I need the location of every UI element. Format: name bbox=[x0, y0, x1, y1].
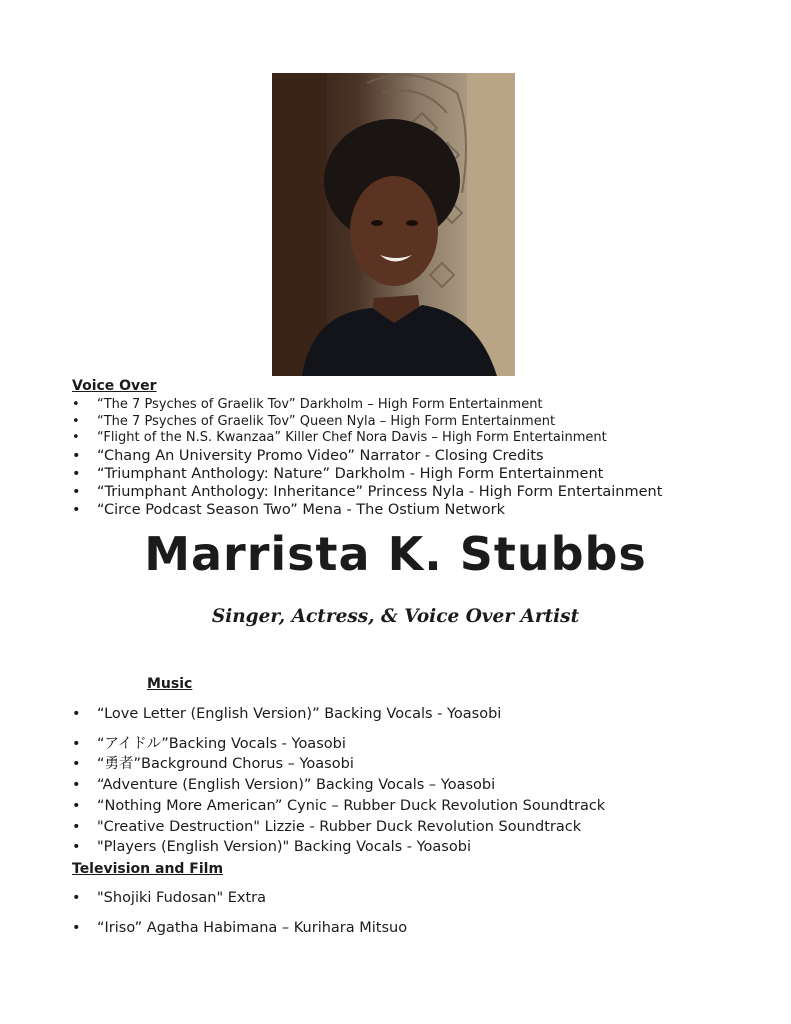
list-item: • “Triumphant Anthology: Inheritance” Princess Nyla - High Form Entertainment bbox=[72, 483, 662, 501]
page-title: Marrista K. Stubbs bbox=[144, 527, 647, 581]
list-item: • “アイドル”Backing Vocals - Yoasobi bbox=[72, 734, 605, 755]
page-subtitle: Singer, Actress, & Voice Over Artist bbox=[211, 606, 580, 627]
list-item: • “Love Letter (English Version)” Backing Vocals - Yoasobi bbox=[72, 704, 605, 725]
headshot-photo bbox=[272, 73, 515, 376]
list-item: • "Shojiki Fudosan" Extra bbox=[72, 888, 407, 908]
music-heading: Music bbox=[147, 676, 193, 692]
list-item: • “Iriso” Agatha Habimana – Kurihara Mitsuo bbox=[72, 918, 407, 938]
list-item: • "Players (English Version)" Backing Vocals - Yoasobi bbox=[72, 837, 605, 858]
list-item: • “Circe Podcast Season Two” Mena - The Ostium Network bbox=[72, 501, 662, 519]
list-item: • “The 7 Psyches of Graelik Tov” Queen Nyla – High Form Entertainment bbox=[72, 414, 662, 431]
headshot-illustration bbox=[272, 73, 515, 376]
list-item: • “勇者”Background Chorus – Yoasobi bbox=[72, 754, 605, 775]
voice-over-heading: Voice Over bbox=[72, 378, 157, 394]
list-item: • “Nothing More American” Cynic – Rubber Duck Revolution Soundtrack bbox=[72, 796, 605, 817]
list-item: • "Creative Destruction" Lizzie - Rubber Duck Revolution Soundtrack bbox=[72, 817, 605, 838]
television-film-heading: Television and Film bbox=[72, 861, 224, 877]
list-item: • “Triumphant Anthology: Nature” Darkholm - High Form Entertainment bbox=[72, 465, 662, 483]
list-item: • “The 7 Psyches of Graelik Tov” Darkholm – High Form Entertainment bbox=[72, 397, 662, 414]
list-item: • “Flight of the N.S. Kwanzaa” Killer Chef Nora Davis – High Form Entertainment bbox=[72, 430, 662, 447]
voice-over-list bbox=[72, 397, 662, 519]
television-film-list bbox=[72, 888, 407, 948]
music-list bbox=[72, 704, 605, 858]
list-item: • “Adventure (English Version)” Backing Vocals – Yoasobi bbox=[72, 775, 605, 796]
list-item: • “Chang An University Promo Video” Narrator - Closing Credits bbox=[72, 447, 662, 465]
